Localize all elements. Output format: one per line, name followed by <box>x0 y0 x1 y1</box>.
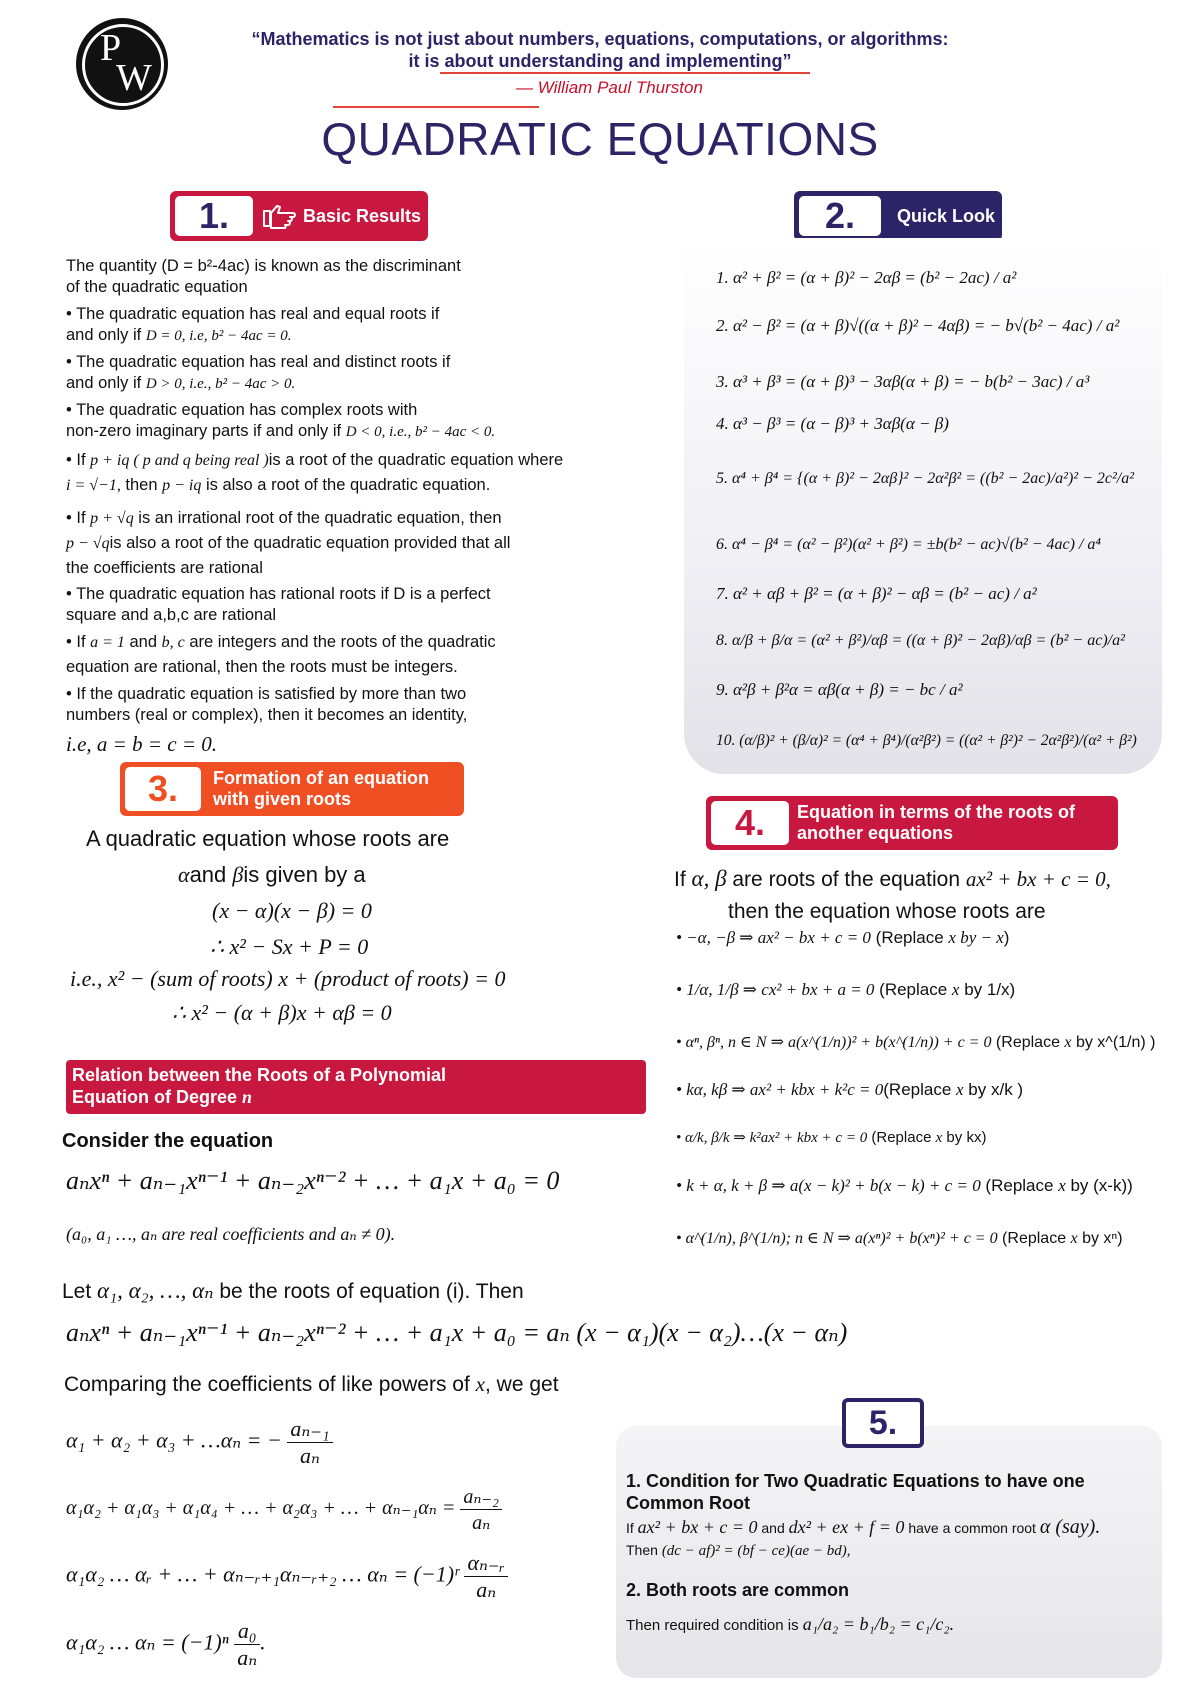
relation-pairs <box>66 1484 502 1535</box>
transform-2-var: x <box>951 980 960 999</box>
section-2-header <box>794 191 1002 241</box>
factored-equation: aₙxⁿ + aₙ₋₁xⁿ⁻¹ + aₙ₋₂xⁿ⁻² + … + a₁x + a₀ = aₙ (x − α₁)(x − α₂)…(x − αₙ) <box>66 1318 848 1347</box>
bullet-6-line-2: square and a,b,c are rational <box>66 606 277 624</box>
common-root-heading <box>626 1470 1085 1514</box>
relation-header-1: Relation between the Roots of a Polynomial <box>72 1065 447 1085</box>
transform-1-math: • −α, −β ⇒ ax² − bx + c = 0 <box>676 928 871 947</box>
sec4-intro-text-1: If <box>674 868 692 891</box>
logo-letter-p: P <box>100 27 122 69</box>
ql-item-6 <box>716 536 1101 554</box>
transform-negate <box>676 928 1009 948</box>
transform-4-text: (Replace <box>883 1080 957 1099</box>
section-1-header <box>170 191 428 241</box>
common-root-condition <box>626 1516 1100 1539</box>
ql-item-5 <box>716 470 1134 488</box>
bullet-5-text-4: the coefficients are rational <box>66 559 263 577</box>
sec4-intro-2: then the equation whose roots are <box>728 900 1046 923</box>
both-roots-condition <box>626 1614 954 1635</box>
transform-3-end: by x^(1/n) ) <box>1071 1034 1156 1051</box>
bullet-integer-roots <box>66 630 646 679</box>
transform-2-end: by 1/x) <box>959 980 1016 999</box>
transform-5-var: x <box>935 1130 943 1146</box>
bullet-4-math-2: i = √−1, <box>66 477 121 494</box>
formation-eq-2: ∴ x² − Sx + P = 0 <box>210 934 369 959</box>
bullet-7-math-2: b, c <box>161 634 185 651</box>
relation-pairs-den: aₙ <box>472 1512 491 1534</box>
section-4-label <box>789 802 1075 844</box>
bullet-complex-roots <box>66 400 646 443</box>
transform-6-end: by (x-k)) <box>1065 1176 1133 1195</box>
ql-item-8 <box>716 632 1125 650</box>
comparing-x: x <box>475 1372 485 1396</box>
section-1-number: 1. <box>175 196 253 236</box>
transform-divide <box>676 1128 986 1147</box>
bullet-8-line-2: numbers (real or complex), then it becomes an identity, <box>66 706 468 724</box>
disc-intro-1: The quantity (D = b²-4ac) is known as the discriminant <box>66 257 461 275</box>
transform-4-math: • kα, kβ ⇒ ax² + kbx + k²c = 0 <box>676 1080 884 1099</box>
section-3-label <box>201 768 429 810</box>
bullet-4-text-2: is a root of the quadratic equation where <box>268 451 564 469</box>
pw-logo <box>76 18 168 110</box>
bullet-7-text-3: are integers and the roots of the quadratic <box>184 633 496 651</box>
relation-r-lhs: α₁α₂ … αᵣ + … + αₙ₋ᵣ₊₁αₙ₋ᵣ₊₂ … αₙ = (−1)ʳ <box>66 1561 459 1587</box>
transform-6-math: • k + α, k + β ⇒ a(x − k)² + b(x − k) + c = 0 <box>676 1176 981 1195</box>
quote-author: — William Paul Thurston <box>516 78 703 97</box>
transform-1-end: ) <box>1003 928 1010 947</box>
transform-6-text: (Replace <box>980 1176 1059 1195</box>
bullet-7-text-1: • If <box>66 633 91 651</box>
sec4-intro-text-2: are roots of the equation <box>726 868 966 891</box>
bullet-3-line-1: • The quadratic equation has complex roots with <box>66 401 418 419</box>
disc-intro-2: of the quadratic equation <box>66 278 248 296</box>
bullet-2-line-1: • The quadratic equation has real and distinct roots if <box>66 353 451 371</box>
common-root-heading-2: Common Root <box>626 1493 750 1513</box>
ql-item-10-text: 10. (α/β)² + (β/α)² = (α⁴ + β⁴)/(α²β²) = ((α² + β²)² − 2α²β²)/(α² + β²) <box>716 732 1137 749</box>
page-title: QUADRATIC EQUATIONS <box>321 113 879 165</box>
transform-3-var: x <box>1064 1034 1072 1051</box>
transform-power <box>676 1032 1155 1052</box>
formation-eq-4: ∴ x² − (α + β)x + αβ = 0 <box>172 1000 392 1025</box>
relation-product-end: . <box>260 1629 266 1655</box>
transform-7-math: • α^(1/n), β^(1/n); n ∈ N ⇒ a(xⁿ)² + b(xⁿ)² + c = 0 <box>676 1230 998 1247</box>
transform-7-end: by xⁿ) <box>1077 1230 1123 1247</box>
relation-sum-num: aₙ₋₁ <box>287 1416 332 1443</box>
transform-1-var: x by − x <box>948 928 1004 947</box>
transform-5-end: by kx) <box>942 1129 987 1146</box>
bullet-4-text-3: then <box>120 476 163 494</box>
bullet-1-line-1: • The quadratic equation has real and equal roots if <box>66 305 440 323</box>
relation-pairs-num: aₙ₋₂ <box>460 1484 502 1510</box>
polynomial-equation: aₙxⁿ + aₙ₋₁xⁿ⁻¹ + aₙ₋₂xⁿ⁻² + … + a₁x + a₀ = 0 <box>66 1166 560 1195</box>
let-text-1: Let <box>62 1280 98 1303</box>
sec4-intro-1 <box>674 866 1111 892</box>
formation-eq-1: (x − α)(x − β) = 0 <box>212 898 372 923</box>
quote-line-2: it is about understanding and implementing” <box>408 51 792 71</box>
formation-and: and <box>189 862 233 887</box>
transform-scale <box>676 1080 1023 1100</box>
bullet-5-text-3: is also a root of the quadratic equation provided that all <box>109 534 511 552</box>
bullet-1-text: and only if <box>66 326 146 344</box>
bullet-8-line-1: • If the quadratic equation is satisfied by more than two <box>66 685 467 703</box>
coefficients-note: (a₀, a₁ …, aₙ are real coefficients and aₙ ≠ 0). <box>66 1224 396 1244</box>
transform-5-text: (Replace <box>867 1129 936 1146</box>
bullet-7-line-2: equation are rational, then the roots must be integers. <box>66 658 458 676</box>
transform-7-var: x <box>1070 1230 1078 1247</box>
ql-item-2 <box>716 316 1119 336</box>
ql-item-4 <box>716 414 949 434</box>
ql-item-4-text: 4. α³ − β³ = (α − β)³ + 3αβ(α − β) <box>716 414 949 433</box>
relation-sum <box>66 1416 333 1469</box>
consider-heading: Consider the equation <box>62 1130 274 1152</box>
section-3-label-1: Formation of an equation <box>213 768 429 788</box>
section-4-label-1: Equation in terms of the roots of <box>797 802 1075 822</box>
quote-underline <box>440 72 810 74</box>
relation-product <box>66 1618 266 1671</box>
transform-7-text: (Replace <box>997 1230 1071 1247</box>
bullet-3-text: non-zero imaginary parts if and only if <box>66 422 346 440</box>
let-text-2: be the roots of equation (i). Then <box>213 1280 524 1303</box>
common-root-heading-1: 1. Condition for Two Quadratic Equations to have one <box>626 1471 1085 1491</box>
comparing-text-2: , we get <box>484 1373 559 1396</box>
section-3-label-2: with given roots <box>213 789 352 809</box>
cr-text-3: have a common root <box>904 1520 1040 1536</box>
both-roots-heading: 2. Both roots are common <box>626 1580 850 1600</box>
relation-product-num: a₀ <box>234 1618 260 1645</box>
bullet-4-text-1: • If <box>66 451 91 469</box>
ql-item-3 <box>716 372 1089 392</box>
comparing-text-1: Comparing the coefficients of like powers of <box>64 1373 476 1396</box>
common-root-then <box>626 1542 850 1560</box>
bullet-6-line-1: • The quadratic equation has rational roots if D is a perfect <box>66 585 491 603</box>
ql-item-1 <box>716 268 1016 288</box>
bullet-2-text: and only if <box>66 374 146 392</box>
formation-line-1: A quadratic equation whose roots are <box>86 826 450 851</box>
bullet-conjugate-complex <box>66 448 646 498</box>
sec4-intro-equation: ax² + bx + c = 0, <box>965 867 1111 891</box>
ql-item-6-text: 6. α⁴ − β⁴ = (α² − β²)(α² + β²) = ±b(b² − ac)√(b² − 4ac) / a⁴ <box>716 536 1101 553</box>
ql-item-2-text: 2. α² − β² = (α + β)√((α + β)² − 4αβ) = − b√(b² − 4ac) / a² <box>716 316 1120 335</box>
ql-item-10 <box>716 732 1137 750</box>
cr-text-2: and <box>757 1520 789 1536</box>
transform-4-var: x <box>956 1080 964 1099</box>
author-underline <box>333 106 539 108</box>
br-text: Then required condition is <box>626 1617 803 1634</box>
section-4-label-2: another equations <box>797 823 954 843</box>
pointing-hand-icon <box>261 203 299 229</box>
logo-letter-w: W <box>116 57 152 99</box>
bullet-distinct-roots <box>66 352 646 395</box>
bullet-5-text-1: • If <box>66 509 91 527</box>
cr-then-math: (dc − af)² = (bf − ce)(ae − bd), <box>661 1543 851 1559</box>
transform-5-math: • α/k, β/k ⇒ k²ax² + kbx + c = 0 <box>676 1130 868 1146</box>
relation-r-num: αₙ₋ᵣ <box>464 1550 508 1577</box>
transform-3-math: • αⁿ, βⁿ, n ∈ N ⇒ a(x^(1/n))² + b(x^(1/n)) + c = 0 <box>676 1034 992 1051</box>
relation-pairs-lhs: α₁α₂ + α₁α₃ + α₁α₄ + … + α₂α₃ + … + αₙ₋₁αₙ = <box>66 1497 456 1520</box>
section-3-number: 3. <box>125 767 201 811</box>
transform-3-text: (Replace <box>991 1034 1065 1051</box>
bullet-7-text-2: and <box>124 633 162 651</box>
section-1-label: Basic Results <box>303 205 422 226</box>
let-roots-math: α₁, α₂, …, αₙ <box>97 1278 214 1303</box>
cr-eq-1: ax² + bx + c = 0 <box>637 1517 758 1537</box>
bullet-4-math-3: p − iq <box>162 477 202 494</box>
comparing-line <box>64 1372 559 1397</box>
bullet-5-text-2: is an irrational root of the quadratic equation, then <box>133 509 502 527</box>
ql-item-5-text: 5. α⁴ + β⁴ = {(α + β)² − 2αβ}² − 2α²β² = ((b² − 2ac)/a²)² − 2c²/a² <box>716 470 1134 487</box>
bullet-irrational-root <box>66 506 646 581</box>
transform-1-text: (Replace <box>870 928 949 947</box>
bullet-3-math: D < 0, i.e., b² − 4ac < 0. <box>345 424 496 440</box>
formation-given: is given by a <box>243 862 366 887</box>
bullet-2-math: D > 0, i.e., b² − 4ac > 0. <box>145 376 296 392</box>
cr-eq-2: dx² + ex + f = 0 <box>788 1517 905 1537</box>
formation-line-2 <box>178 862 366 888</box>
bullet-identity <box>66 684 646 755</box>
let-roots-line <box>62 1278 524 1304</box>
bullet-equal-roots <box>66 304 646 347</box>
cr-text-1: If <box>626 1520 638 1536</box>
section-2-number: 2. <box>799 196 881 236</box>
alpha-symbol: α <box>178 862 190 887</box>
section-2-label: Quick Look <box>897 205 996 226</box>
section-3-header <box>120 762 464 816</box>
ql-item-8-text: 8. α/β + β/α = (α² + β²)/αβ = ((α + β)² − 2αβ)/αβ = (b² − ac)/a² <box>716 632 1125 649</box>
cr-then-text: Then <box>626 1542 662 1558</box>
section-5-number: 5. <box>842 1398 924 1448</box>
section-4-number: 4. <box>711 801 789 845</box>
relation-header-2: Equation of Degree <box>72 1087 243 1107</box>
relation-product-den: aₙ <box>237 1645 258 1670</box>
ql-item-9 <box>716 680 963 700</box>
transform-2-math: • 1/α, 1/β ⇒ cx² + bx + a = 0 <box>676 980 875 999</box>
transform-4-end: by x/k ) <box>963 1080 1024 1099</box>
transform-shift <box>676 1176 1133 1196</box>
section-4-header <box>706 796 1118 850</box>
transform-6-var: x <box>1058 1176 1066 1195</box>
ql-item-3-text: 3. α³ + β³ = (α + β)³ − 3αβ(α + β) = − b(b² − 3ac) / a³ <box>716 372 1090 391</box>
bullet-1-math: D = 0, i.e, b² − 4ac = 0. <box>145 328 292 344</box>
quote <box>230 28 970 72</box>
quote-line-1: “Mathematics is not just about numbers, equations, computations, or algorithms: <box>251 29 949 49</box>
relation-header <box>66 1060 646 1114</box>
bullet-4-math-1: p + iq ( p and q being real ) <box>90 452 269 469</box>
relation-sum-den: aₙ <box>299 1443 320 1468</box>
beta-symbol: β <box>232 862 244 887</box>
bullet-7-math-1: a = 1 <box>90 634 125 651</box>
bullet-5-math-1: p + √q <box>90 510 134 527</box>
cr-alpha: α (say). <box>1039 1516 1101 1538</box>
ql-item-1-text: 1. α² + β² = (α + β)² − 2αβ = (b² − 2ac) / a² <box>716 268 1017 287</box>
relation-header-n: n <box>242 1087 253 1107</box>
relation-sum-lhs: α₁ + α₂ + α₃ + …αₙ = − <box>66 1427 282 1453</box>
transform-reciprocal <box>676 980 1015 1000</box>
br-math: a₁/a₂ = b₁/b₂ = c₁/c₂. <box>802 1614 955 1634</box>
ql-item-9-text: 9. α²β + β²α = αβ(α + β) = − bc / a² <box>716 680 963 699</box>
ql-item-7-text: 7. α² + αβ + β² = (α + β)² − αβ = (b² − ac) / a² <box>716 584 1037 603</box>
relation-r-den: aₙ <box>476 1577 497 1602</box>
relation-r-products <box>66 1550 508 1603</box>
bullet-rational-roots <box>66 584 646 626</box>
bullet-8-math: i.e, a = b = c = 0. <box>66 732 217 756</box>
relation-product-lhs: α₁α₂ … αₙ = (−1)ⁿ <box>66 1629 229 1655</box>
transform-root <box>676 1228 1123 1248</box>
sec4-intro-roots: α, β <box>691 866 727 891</box>
bullet-5-math-2: p − √q <box>66 535 110 552</box>
ql-item-7 <box>716 584 1037 604</box>
transform-2-text: (Replace <box>874 980 952 999</box>
bullet-4-text-4: is also a root of the quadratic equation. <box>201 476 491 494</box>
formation-eq-3: i.e., x² − (sum of roots) x + (product of roots) = 0 <box>70 966 506 991</box>
